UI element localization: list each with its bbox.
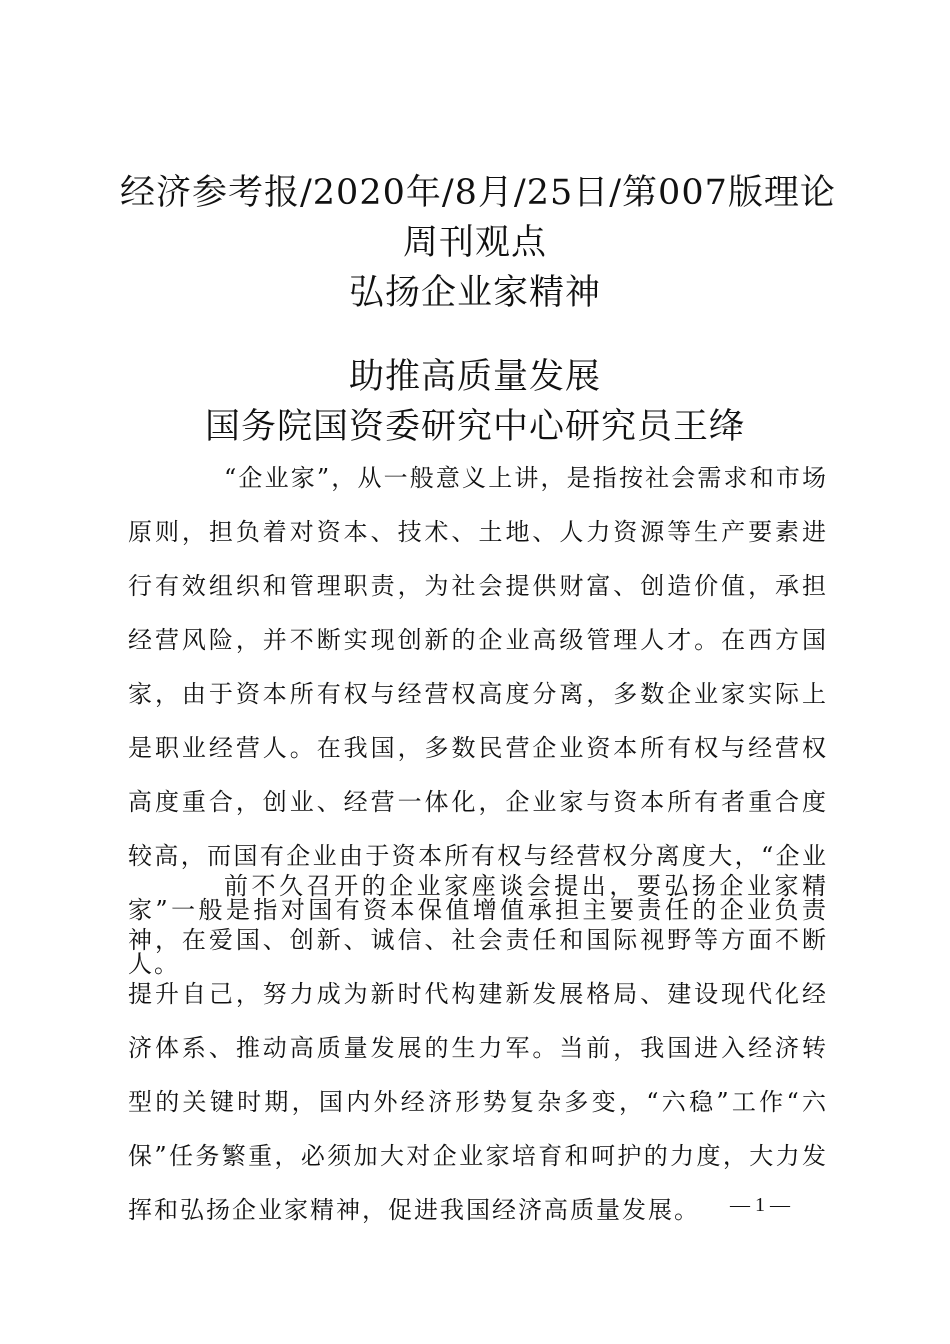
title-line-2: 助推高质量发展 [348,357,601,397]
source-line-1: 经济参考报/2020年/8月/25日/第007版理论 [120,173,836,213]
page-number: — 1 — [730,1194,790,1216]
header-block [120,168,836,318]
article-paragraph-2: 前不久召开的企业家座谈会提出，要弘扬企业家精神，在爱国、创新、诚信、社会责任和国际视野等方面不断提升自己，努力成为新时代构建新发展格局、建设现代化经济体系、推动高质量发展的生力军。当前，我国进入经济转型的关键时期，国内外经济形势复杂多变，“六稳”工作“六保”任务繁重，必须加大对企业家培育和呵护的力度，大力发挥和弘扬企业家精神，促进我国经济高质量发展。 [128,872,828,1224]
title-block [120,352,830,452]
author-line: 国务院国资委研究中心研究员王绛 [204,407,745,447]
source-line-2: 周刊观点 [402,223,547,263]
article-paragraph-1: “企业家”，从一般意义上讲，是指按社会需求和市场原则，担负着对资本、技术、土地、人力资源等生产要素进行有效组织和管理职责，为社会提供财富、创造价值，承担经营风险，并不断实现创新的企业高级管理人才。在西方国家，由于资本所有权与经营权高度分离，多数企业家实际上是职业经营人。在我国，多数民营企业资本所有权与经营权高度重合，创业、经营一体化，企业家与资本所有者重合度较高，而国有企业由于资本所有权与经营权分离度大，“企业家”一般是指对国有资本保值增值承担主要责任的企业负责人。 [128,464,828,978]
title-line-1: 弘扬企业家精神 [348,273,601,313]
